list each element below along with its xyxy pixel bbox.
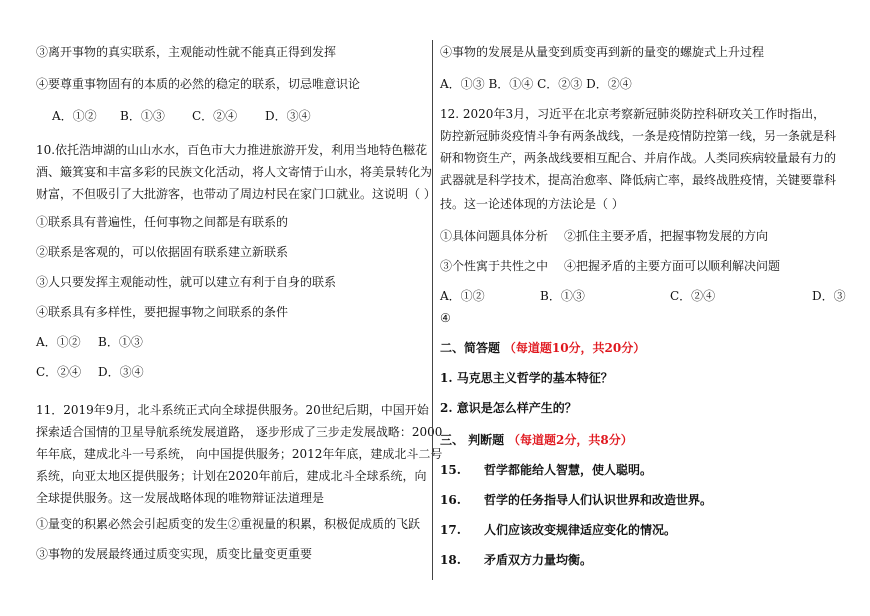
q12-stem-line-5: 技。这一论述体现的方法论是（ ） (440, 197, 624, 211)
short-question-2: 2. 意识是怎么样产生的？ (440, 401, 577, 415)
q12-answer-d-wrap: ④ (440, 311, 451, 325)
section-3-heading (440, 432, 633, 448)
tf-question-15 (440, 462, 652, 478)
section-3-title: 三、 判断题 (440, 433, 505, 447)
section-2-title: 二、简答题 (440, 341, 501, 355)
tf-question-16 (440, 492, 712, 508)
q12-option-3: ③个性寓于共性之中 (440, 259, 549, 273)
q10-option-2: ②联系是客观的，可以依据固有联系建立新联系 (36, 245, 289, 259)
q11-option-3: ③事物的发展最终通过质变实现，质变比量变更重要 (36, 547, 313, 561)
q12-stem-line-2: 防控新冠肺炎疫情斗争有两条战线，一条是疫情防控第一线，另一条就是科 (440, 129, 837, 143)
q10-stem-line-2: 酒、簸箕宴和丰富多彩的民族文化活动，将人文寄情于山水，将美景转化为 (36, 165, 433, 179)
column-divider (432, 40, 433, 580)
q11-option-1-2: ①量变的积累必然会引起质变的发生②重视量的积累，积极促成质的飞跃 (36, 517, 421, 531)
section-3-note: （每道题2分，共8分） (508, 433, 633, 447)
tf-question-17 (440, 522, 676, 538)
tf-text: 人们应该改变规律适应变化的情况。 (484, 523, 677, 537)
tf-text: 矛盾双方力量均衡。 (484, 553, 593, 567)
q9-answer-c: C．②④ (192, 109, 238, 123)
tf-question-18 (440, 552, 592, 568)
tf-number: 15. (440, 463, 461, 477)
q9-option-4: ④要尊重事物固有的本质的必然的稳定的联系，切忌唯意识论 (36, 77, 361, 91)
q10-option-1: ①联系具有普遍性，任何事物之间都是有联系的 (36, 215, 289, 229)
q10-answer-a: A．①② (36, 335, 81, 349)
q11-stem-line-3: 年年底，建成北斗一号系统， 向中国提供服务；2012年年底，建成北斗二号 (36, 447, 443, 461)
q12-answer-a: A．①② (440, 289, 485, 303)
q12-stem-line-3: 研和物资生产，两条战线要相互配合、并肩作战。人类同疾病较量最有力的 (440, 151, 837, 165)
q11-stem-line-5: 全球提供服务。这一发展战略体现的唯物辩证法道理是 (36, 491, 325, 505)
q10-stem-line-3: 财富，不但吸引了大批游客，也带动了周边村民在家门口就业。这说明（ ） (36, 187, 436, 201)
q11-stem-line-1: 11．2019年9月，北斗系统正式向全球提供服务。20世纪后期，中国开始 (36, 403, 429, 417)
section-2-note: （每道题10分，共20分） (503, 341, 646, 355)
section-2-heading (440, 340, 645, 356)
q12-answer-c: C．②④ (670, 289, 716, 303)
q11-stem-line-2: 探索适合国情的卫星导航系统发展道路， 逐步形成了三步走发展战略：2000 (36, 425, 443, 439)
q12-stem-line-1: 12. 2020年3月，习近平在北京考察新冠肺炎防控科研攻关工作时指出， (440, 107, 826, 121)
q12-answer-b: B．①③ (540, 289, 585, 303)
short-question-1: 1. 马克思主义哲学的基本特征？ (440, 371, 613, 385)
tf-number: 16. (440, 493, 461, 507)
tf-number: 17. (440, 523, 461, 537)
q10-option-3: ③人只要发挥主观能动性，就可以建立有利于自身的联系 (36, 275, 337, 289)
q11-stem-line-4: 系统，向亚太地区提供服务；计划在2020年前后，建成北斗全球系统，向 (36, 469, 427, 483)
q12-option-4: ④把握矛盾的主要方面可以顺利解决问题 (564, 259, 781, 273)
q9-answer-b: B．①③ (120, 109, 165, 123)
q11-option-4: ④事物的发展是从量变到质变再到新的量变的螺旋式上升过程 (440, 45, 765, 59)
q11-answers: A．①③ B．①④ C．②③ D．②④ (440, 77, 632, 91)
q9-answer-d: D．③④ (265, 109, 311, 123)
q10-answer-c: C．②④ (36, 365, 82, 379)
q12-option-1: ①具体问题具体分析 (440, 229, 549, 243)
q12-option-2: ②抓住主要矛盾，把握事物发展的方向 (564, 229, 769, 243)
q10-option-4: ④联系具有多样性，要把握事物之间联系的条件 (36, 305, 289, 319)
q9-option-3: ③离开事物的真实联系，主观能动性就不能真正得到发挥 (36, 45, 337, 59)
tf-text: 哲学的任务指导人们认识世界和改造世界。 (484, 493, 713, 507)
q12-stem-line-4: 武器就是科学技术，提高治愈率、降低病亡率，最终战胜疫情，关键要靠科 (440, 173, 837, 187)
tf-number: 18. (440, 553, 461, 567)
tf-text: 哲学都能给人智慧，使人聪明。 (484, 463, 653, 477)
q9-answer-a: A．①② (52, 109, 97, 123)
q12-answer-d: D．③ (812, 289, 846, 303)
q10-stem-line-1: 10.依托浩坤湖的山山水水，百色市大力推进旅游开发，利用当地特色糍花 (36, 143, 428, 157)
q10-answer-b: B．①③ (98, 335, 143, 349)
q10-answer-d: D．③④ (98, 365, 144, 379)
